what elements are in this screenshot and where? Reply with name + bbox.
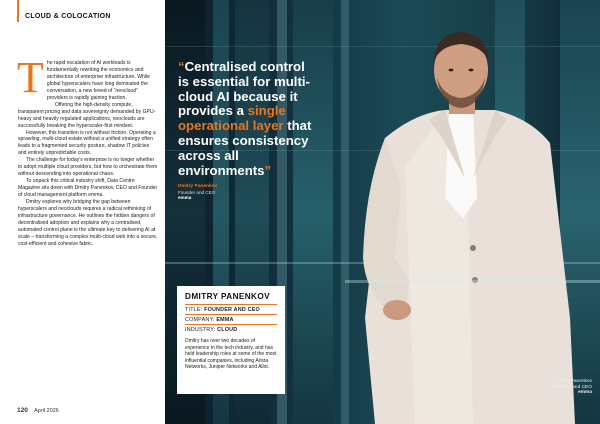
article-body [17, 53, 158, 248]
portrait-photo [345, 18, 600, 424]
quote-role: Founder and CEO [178, 189, 216, 195]
issue-date: April 2026 [34, 408, 59, 414]
pull-quote [178, 60, 318, 201]
profile-name: DMITRY PANENKOV [185, 292, 270, 301]
profile-company-row [185, 314, 277, 324]
quote-accent-text: single operational layer [178, 103, 286, 134]
drop-cap: T [17, 53, 44, 102]
quote-close-mark: ” [264, 162, 272, 178]
article-page [0, 0, 165, 424]
section-label: CLOUD & COLOCATION [25, 13, 111, 20]
profile-title-row [185, 304, 277, 314]
industry-value: CLOUD [217, 326, 238, 333]
profile-card [177, 286, 285, 394]
quote-company: emma [178, 195, 192, 201]
page-footer [17, 407, 59, 414]
quote-open-mark: “ [178, 59, 185, 74]
article-paragraph: The challenge for today’s enterprise is no longer whether to adopt multiple cloud providers, but how to orchestrate them without descending into operational chaos. [18, 157, 158, 178]
page-number: 120 [17, 407, 28, 414]
title-label: TITLE: [185, 306, 203, 313]
quote-author: Dmitry Panenkov [178, 184, 218, 190]
company-label: COMPANY: [185, 316, 215, 323]
profile-bio: Dmitry has over two decades of experience in the tech industry, and has held leadership roles at some of the most influential companies, including Arista Networks, Juniper Networks and Allot. [185, 338, 277, 371]
article-paragraph: Offering the high-density compute, transparent pricing and data sovereignty demanded by GPU-heavy and heavily regulated applications, neoclouds are successfully breaking the hyperscaler-first mindset. [18, 101, 156, 129]
section-accent-line [17, 0, 19, 22]
photo-caption [553, 379, 592, 396]
photo-page [165, 0, 600, 424]
title-value: FOUNDER AND CEO [204, 306, 260, 313]
profile-industry-row [185, 324, 277, 334]
article-paragraph: However, this transition is not without friction. Operating a sprawling, multi-cloud estate without a unified strategy often leads to a fragmented security posture, shadow IT policies and entirely unpredictable costs. [18, 129, 156, 157]
caption-name: Dmitry Panenkov [555, 379, 592, 384]
quote-text-part: that ensures consistency across all environments [178, 118, 312, 178]
industry-label: INDUSTRY: [185, 326, 216, 333]
article-paragraph: To unpack this critical industry shift, Data Centre Magazine sits down with Dmitry Panenkov, CEO and Founder of cloud management platform emma. [18, 178, 158, 199]
article-paragraph: Dmitry explores why bridging the gap between hyperscalers and neoclouds requires a radical rethinking of infrastructure governance. He outlines the hidden dangers of decentralised adoption and explains why a centralised, automated control plane is the ultimate key to delivering AI at scale – transforming a complex multi-cloud web into a secure, cost-efficient and cohesive fabric. [18, 199, 158, 247]
company-value: EMMA [216, 316, 234, 323]
caption-role: Founder and CEO [553, 384, 592, 390]
quote-text-part: Centralised control is essential for multi-cloud AI because it provides a [178, 59, 310, 119]
caption-company: emma [578, 390, 592, 396]
quote-text [178, 60, 318, 178]
article-paragraph: he rapid escalation of AI workloads is fundamentally rewriting the economics and architecture of enterprise infrastructure. While global hyperscalers have long dominated the conversation, a new breed of “neocloud” providers is rapidly gaining traction. [46, 60, 150, 101]
